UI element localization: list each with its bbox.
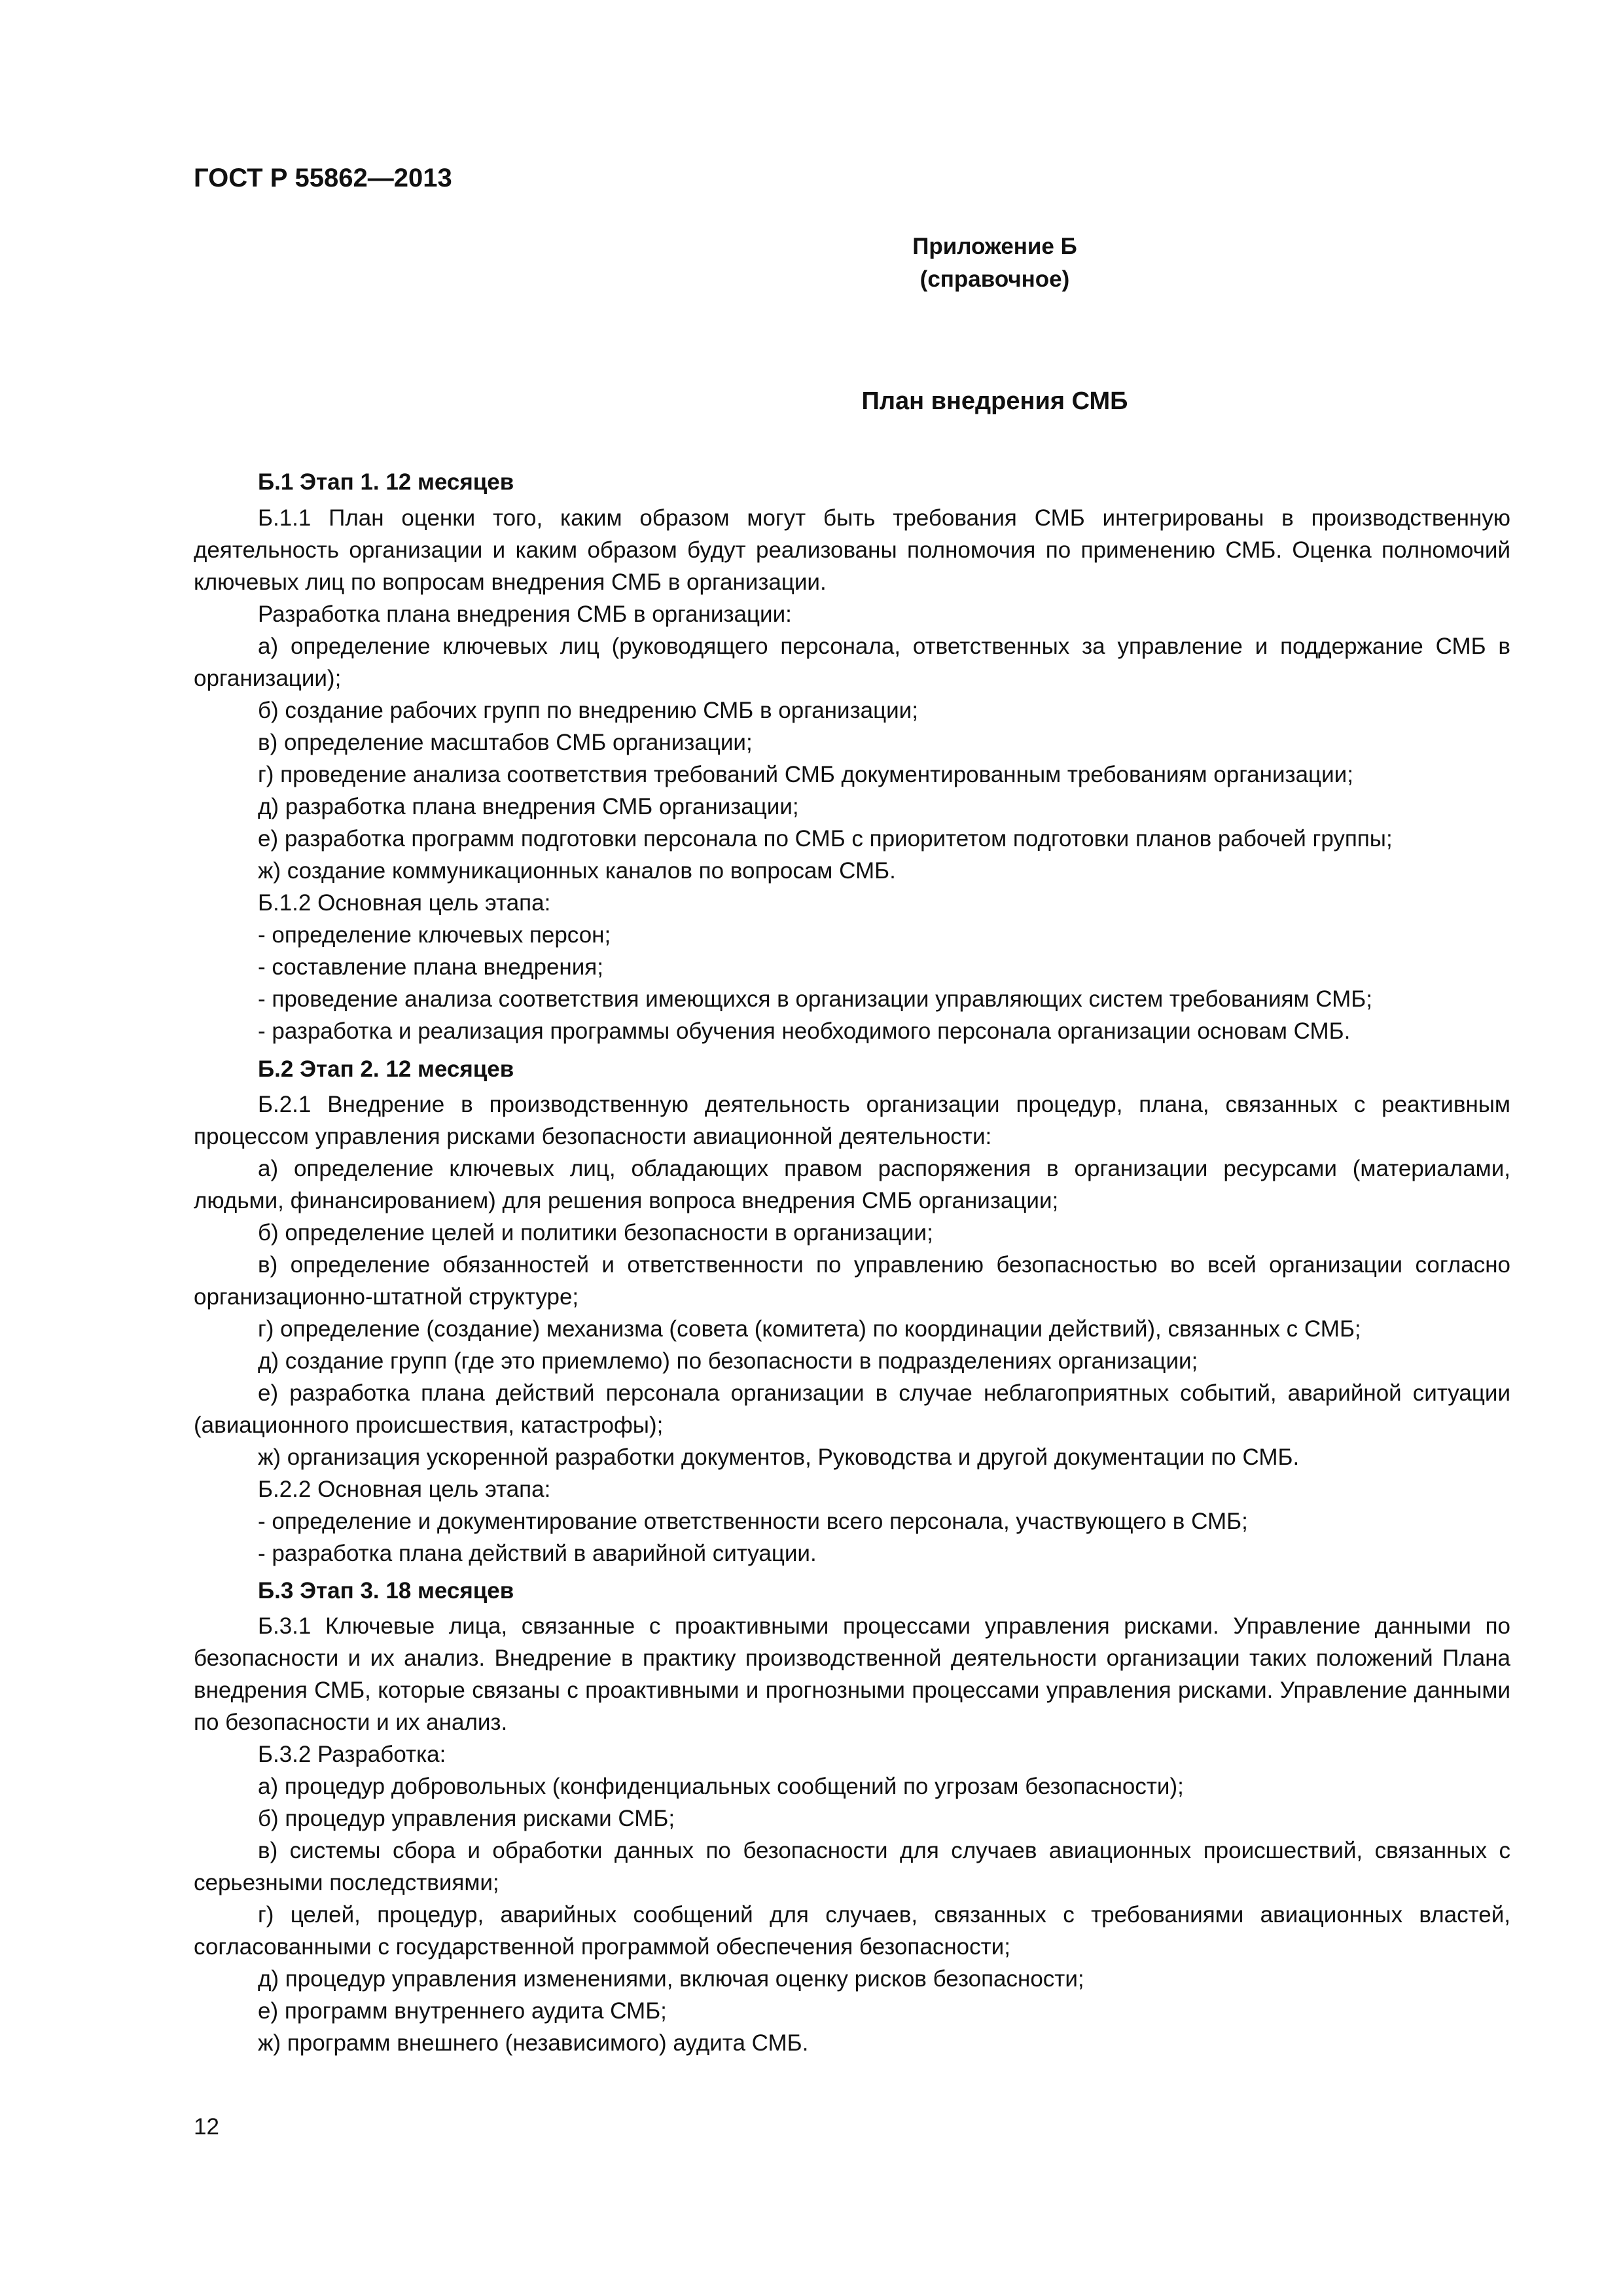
paragraph-b3-1: Б.3.1 Ключевые лица, связанные с проактивными процессами управления рисками. Управление данными по безопасности и их анализ. Внедрение в практику производственной деятельности организации таких положений Плана внедрения СМБ, которые связаны с проактивными и прогнозными процессами управления рисками. Управление данными по безопасности и их анализ. (194, 1613, 1510, 1735)
list-item-b1-g: г) проведение анализа соответствия требований СМБ документированным требованиям организации; (258, 762, 1353, 787)
appendix-label (0, 230, 1623, 296)
goal-b2-1: - определение и документирование ответственности всего персонала, участвующего в СМБ; (258, 1509, 1248, 1534)
list-item-b1-zh: ж) создание коммуникационных каналов по вопросам СМБ. (258, 858, 896, 884)
document-title: План внедрения СМБ (861, 387, 1128, 415)
paragraph-b1-intro: Разработка плана внедрения СМБ в организации: (258, 601, 792, 627)
list-item-b2-a: а) определение ключевых лиц, обладающих правом распоряжения в организации ресурсами (материалами, людьми, финансированием) для решения вопроса внедрения СМБ организации; (194, 1156, 1510, 1213)
standard-identifier: ГОСТ Р 55862—2013 (194, 164, 452, 192)
list-item-b3-e: е) программ внутреннего аудита СМБ; (258, 1998, 667, 2024)
list-item-b3-a: а) процедур добровольных (конфиденциальных сообщений по угрозам безопасности); (258, 1774, 1184, 1799)
list-item-b1-d: д) разработка плана внедрения СМБ организации; (258, 794, 799, 819)
paragraph-b1-2: Б.1.2 Основная цель этапа: (258, 890, 551, 916)
list-item-b2-d: д) создание групп (где это приемлемо) по безопасности в подразделениях организации; (258, 1348, 1198, 1374)
goal-b1-3: - проведение анализа соответствия имеющихся в организации управляющих систем требованиям СМБ; (258, 986, 1373, 1012)
page-number: 12 (194, 2114, 219, 2140)
goal-b1-4: - разработка и реализация программы обучения необходимого персонала организации основам СМБ. (258, 1018, 1351, 1044)
list-item-b2-b: б) определение целей и политики безопасности в организации; (258, 1220, 933, 1246)
list-item-b3-d: д) процедур управления изменениями, включая оценку рисков безопасности; (258, 1966, 1084, 1992)
paragraph-b2-2: Б.2.2 Основная цель этапа: (258, 1477, 551, 1502)
goal-b2-2: - разработка плана действий в аварийной ситуации. (258, 1541, 817, 1566)
paragraph-b2-1: Б.2.1 Внедрение в производственную деятельность организации процедур, плана, связанных с реактивным процессом управления рисками безопасности авиационной деятельности: (194, 1092, 1510, 1149)
list-item-b2-g: г) определение (создание) механизма (совета (комитета) по координации действий), связанных с СМБ; (258, 1316, 1361, 1342)
list-item-b1-a: а) определение ключевых лиц (руководящего персонала, ответственных за управление и поддержание СМБ в организации); (194, 634, 1510, 691)
section-heading-b1: Б.1 Этап 1. 12 месяцев (258, 469, 514, 495)
list-item-b2-v: в) определение обязанностей и ответственности по управлению безопасностью во всей организации согласно организационно-штатной структуре; (194, 1252, 1510, 1310)
paragraph-b3-2: Б.3.2 Разработка: (258, 1742, 446, 1767)
list-item-b3-v: в) системы сбора и обработки данных по безопасности для случаев авиационных происшествий, связанных с серьезными последствиями; (194, 1838, 1510, 1895)
goal-b1-2: - составление плана внедрения; (258, 954, 603, 980)
appendix-title: Приложение Б (912, 234, 1077, 259)
goal-b1-1: - определение ключевых персон; (258, 922, 611, 948)
list-item-b1-b: б) создание рабочих групп по внедрению СМБ в организации; (258, 698, 918, 723)
section-heading-b2: Б.2 Этап 2. 12 месяцев (258, 1056, 514, 1082)
list-item-b3-b: б) процедур управления рисками СМБ; (258, 1806, 675, 1831)
list-item-b3-zh: ж) программ внешнего (независимого) аудита СМБ. (258, 2030, 809, 2056)
paragraph-b1-1: Б.1.1 План оценки того, каким образом могут быть требования СМБ интегрированы в производственную деятельность организации и каким образом будут реализованы полномочия по применению СМБ. Оценка полномочий ключевых лиц по вопросам внедрения СМБ в организации. (194, 505, 1510, 595)
list-item-b3-g: г) целей, процедур, аварийных сообщений для случаев, связанных с требованиями авиационных властей, согласованными с государственной программой обеспечения безопасности; (194, 1902, 1510, 1960)
section-heading-b3: Б.3 Этап 3. 18 месяцев (258, 1578, 514, 1604)
list-item-b1-v: в) определение масштабов СМБ организации; (258, 730, 753, 755)
list-item-b2-zh: ж) организация ускоренной разработки документов, Руководства и другой документации по СМБ. (258, 1444, 1300, 1470)
list-item-b1-e: е) разработка программ подготовки персонала по СМБ с приоритетом подготовки планов рабочей группы; (258, 826, 1393, 852)
appendix-type: (справочное) (919, 266, 1070, 292)
list-item-b2-e: е) разработка плана действий персонала организации в случае неблагоприятных событий, аварийной ситуации (авиационного происшествия, катастрофы); (194, 1380, 1510, 1438)
